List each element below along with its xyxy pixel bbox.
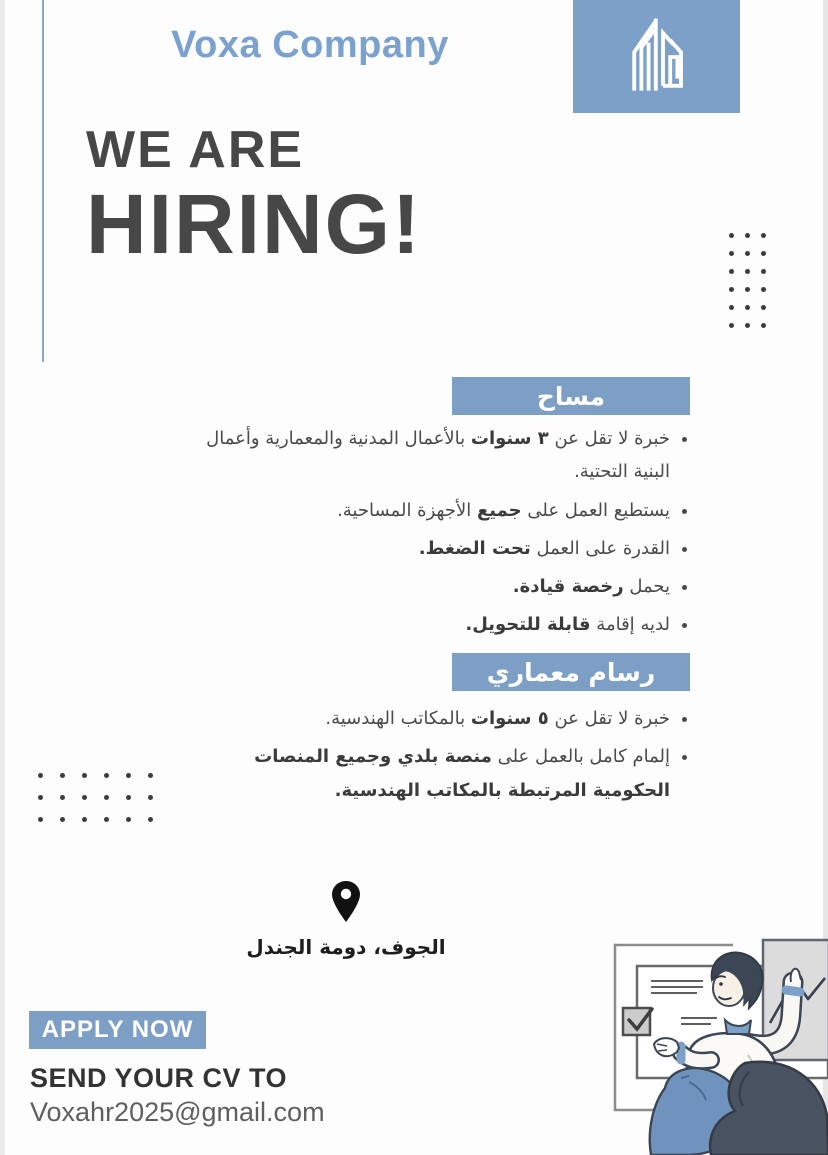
dot bbox=[745, 305, 750, 310]
dot bbox=[82, 795, 87, 800]
dot bbox=[745, 323, 750, 328]
dot bbox=[126, 817, 131, 822]
headline bbox=[86, 121, 422, 271]
draftsman-requirements-list bbox=[200, 702, 690, 812]
dot bbox=[148, 795, 153, 800]
send-cv-label: SEND YOUR CV TO bbox=[30, 1063, 288, 1093]
dot bbox=[82, 817, 87, 822]
cv-email: Voxahr2025@gmail.com bbox=[30, 1097, 325, 1127]
dot bbox=[82, 773, 87, 778]
dot bbox=[38, 817, 43, 822]
dot bbox=[745, 287, 750, 292]
vertical-accent-line bbox=[42, 0, 44, 362]
dot bbox=[761, 287, 766, 292]
dot bbox=[38, 773, 43, 778]
dot bbox=[761, 269, 766, 274]
company-name: Voxa Company bbox=[171, 24, 449, 66]
surveyor-requirements-list bbox=[200, 422, 690, 647]
dot bbox=[38, 795, 43, 800]
dot bbox=[745, 269, 750, 274]
dot bbox=[761, 305, 766, 310]
bullet-item: • القدرة على العمل تحت الضغط. bbox=[200, 532, 670, 565]
dot bbox=[104, 817, 109, 822]
dot bbox=[104, 773, 109, 778]
dot bbox=[104, 795, 109, 800]
dot-grid-bottom-left bbox=[38, 773, 153, 822]
building-icon bbox=[621, 16, 693, 98]
dot bbox=[729, 287, 734, 292]
dot bbox=[729, 305, 734, 310]
bullet-item: • لديه إقامة قابلة للتحويل. bbox=[200, 608, 670, 641]
location-block bbox=[240, 880, 452, 959]
dot bbox=[60, 817, 65, 822]
dot bbox=[761, 323, 766, 328]
dot bbox=[729, 233, 734, 238]
man-presenting-illustration bbox=[593, 920, 828, 1155]
dot bbox=[761, 251, 766, 256]
dot-grid-top-right bbox=[729, 233, 766, 328]
dot bbox=[148, 773, 153, 778]
dot bbox=[60, 795, 65, 800]
apply-now-button[interactable]: APPLY NOW bbox=[29, 1011, 206, 1049]
dot bbox=[729, 323, 734, 328]
dot bbox=[60, 773, 65, 778]
section-title-surveyor: مساح bbox=[452, 377, 690, 415]
location-label: الجوف، دومة الجندل bbox=[246, 935, 446, 959]
send-cv-block bbox=[30, 1063, 325, 1128]
bullet-item: • خبرة لا تقل عن ٥ سنوات بالمكاتب الهندسية. bbox=[200, 702, 670, 735]
bullet-item: • يستطيع العمل على جميع الأجهزة المساحية. bbox=[200, 494, 670, 527]
bullet-item: • خبرة لا تقل عن ٣ سنوات بالأعمال المدنية والمعمارية وأعمال البنية التحتية. bbox=[200, 422, 670, 489]
dot bbox=[745, 251, 750, 256]
company-logo bbox=[573, 0, 740, 113]
left-edge-shade bbox=[0, 0, 5, 1155]
bullet-item: • يحمل رخصة قيادة. bbox=[200, 570, 670, 603]
headline-line2: HIRING! bbox=[86, 177, 422, 271]
dot bbox=[729, 269, 734, 274]
dot bbox=[745, 233, 750, 238]
location-pin-icon bbox=[331, 880, 361, 924]
dot bbox=[148, 817, 153, 822]
dot bbox=[126, 795, 131, 800]
dot bbox=[729, 251, 734, 256]
section-title-architectural-draftsman: رسام معماري bbox=[452, 653, 690, 691]
dot bbox=[761, 233, 766, 238]
bullet-item: • إلمام كامل بالعمل على منصة بلدي وجميع المنصات الحكومية المرتبطة بالمكاتب الهندسية. bbox=[200, 740, 670, 807]
headline-line1: WE ARE bbox=[86, 121, 305, 179]
dot bbox=[126, 773, 131, 778]
